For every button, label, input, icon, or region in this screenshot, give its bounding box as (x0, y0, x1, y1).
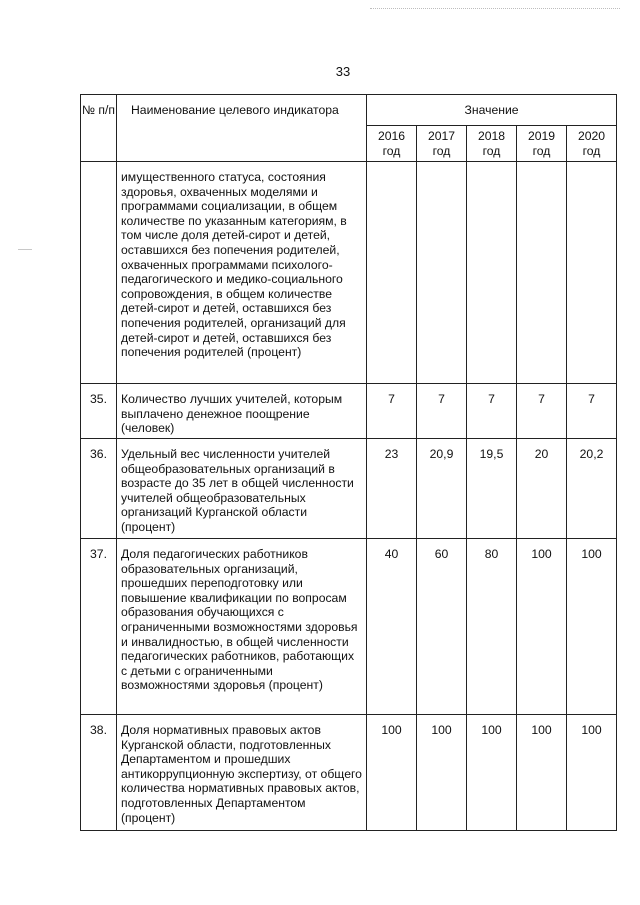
row-value-2019 (517, 162, 567, 384)
row-value-2018: 7 (467, 384, 517, 439)
page-number: 33 (335, 64, 351, 79)
row-value-2018 (467, 162, 517, 384)
year-unit: год (432, 143, 451, 158)
row-value-2020: 20,2 (567, 439, 617, 539)
row-value-2017 (417, 162, 467, 384)
scan-artifact-mark (18, 249, 32, 250)
table-row (81, 439, 617, 539)
header-year-2016 (367, 126, 417, 162)
header-value: Значение (367, 95, 617, 126)
row-num (81, 162, 117, 384)
row-name: имущественного статуса, состояния здоровья, охваченных моделями и программами социализации, в общем количестве по указанным категориям, в том числе доля детей-сирот и детей, оставшихся без попечения родителей, охваченных программами психолого-педагогического и медико-социального сопровождения, в общем количестве детей-сирот и детей, оставшихся без попечения родителей, организаций для детей-сирот и детей, оставшихся без попечения родителей (процент) (117, 162, 367, 384)
table-row (81, 715, 617, 831)
table-row (81, 162, 617, 384)
row-value-2019: 20 (517, 439, 567, 539)
row-num: 35. (81, 384, 117, 439)
row-value-2019: 7 (517, 384, 567, 439)
row-name: Доля нормативных правовых актов Курганской области, подготовленных Департаментом и прошедших антикоррупционную экспертизу, от общего количества нормативных правовых актов, подготовленных Департаментом (процент) (117, 715, 367, 831)
row-value-2017: 7 (417, 384, 467, 439)
header-year-2018 (467, 126, 517, 162)
scan-artifact-line (370, 8, 620, 11)
row-num: 38. (81, 715, 117, 831)
row-value-2016: 7 (367, 384, 417, 439)
row-value-2019: 100 (517, 539, 567, 715)
row-value-2018: 19,5 (467, 439, 517, 539)
row-num: 36. (81, 439, 117, 539)
row-value-2020: 100 (567, 539, 617, 715)
year-label: 2020 (577, 128, 606, 143)
year-unit: год (482, 143, 501, 158)
row-num: 37. (81, 539, 117, 715)
header-year-2019 (517, 126, 567, 162)
year-unit: год (382, 143, 401, 158)
row-name: Количество лучших учителей, которым выплачено денежное поощрение (человек) (117, 384, 367, 439)
year-label: 2018 (477, 128, 506, 143)
row-value-2020: 7 (567, 384, 617, 439)
header-year-2020 (567, 126, 617, 162)
row-name: Доля педагогических работников образовательных организаций, прошедших переподготовку или повышение квалификации по вопросам образования обучающихся с ограниченными возможностями здоровья и инвалидностью, в общей численности педагогических работников, работающих с детьми с ограниченными возможностями здоровья (процент) (117, 539, 367, 715)
row-value-2016: 40 (367, 539, 417, 715)
row-value-2016: 100 (367, 715, 417, 831)
row-value-2017: 100 (417, 715, 467, 831)
header-year-2017 (417, 126, 467, 162)
row-value-2018: 80 (467, 539, 517, 715)
table-row (81, 384, 617, 439)
row-value-2020 (567, 162, 617, 384)
table-row (81, 539, 617, 715)
header-row-top (81, 95, 617, 126)
header-num: № п/п (81, 95, 117, 162)
row-value-2018: 100 (467, 715, 517, 831)
year-label: 2016 (377, 128, 406, 143)
row-name: Удельный вес численности учителей общеобразовательных организаций в возрасте до 35 лет в общей численности учителей общеобразовательных организаций Курганской области (процент) (117, 439, 367, 539)
row-value-2017: 60 (417, 539, 467, 715)
row-value-2017: 20,9 (417, 439, 467, 539)
row-value-2019: 100 (517, 715, 567, 831)
year-unit: год (532, 143, 551, 158)
row-value-2020: 100 (567, 715, 617, 831)
header-name: Наименование целевого индикатора (117, 95, 367, 162)
row-value-2016: 23 (367, 439, 417, 539)
year-label: 2019 (527, 128, 556, 143)
year-label: 2017 (427, 128, 456, 143)
row-value-2016 (367, 162, 417, 384)
indicators-table (80, 94, 617, 831)
year-unit: год (582, 143, 601, 158)
